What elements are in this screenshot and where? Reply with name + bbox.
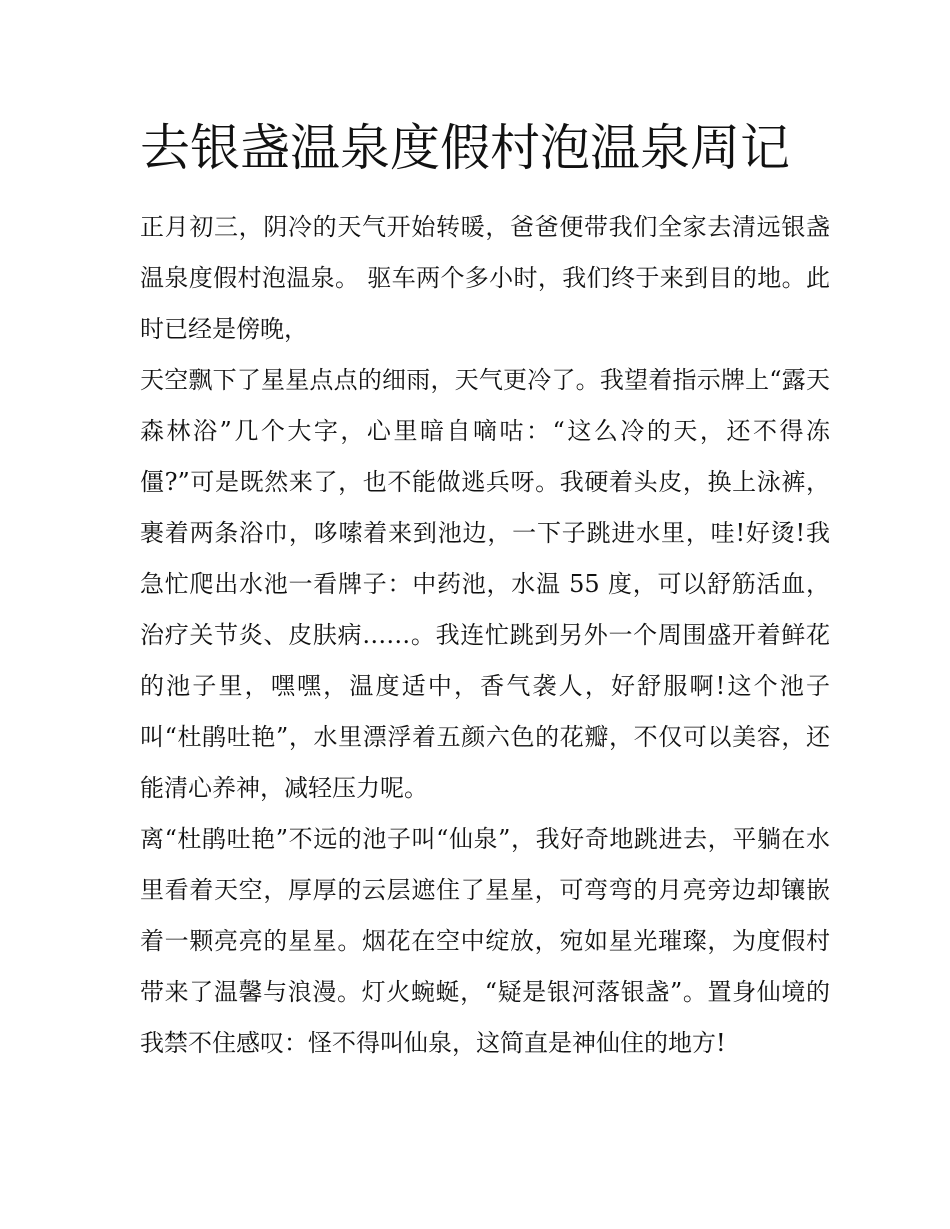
- document-page: [140, 108, 830, 1069]
- document-body: [140, 202, 830, 1069]
- paragraph-3: 离“杜鹃吐艳”不远的池子叫“仙泉”，我好奇地跳进去，平躺在水里看着天空，厚厚的云层遮住了星星，可弯弯的月亮旁边却镶嵌着一颗亮亮的星星。烟花在空中绽放，宛如星光璀璨，为度假村带来了温馨与浪漫。灯火蜿蜒，“疑是银河落银盏”。置身仙境的我禁不住感叹：怪不得叫仙泉，这简直是神仙住的地方!: [140, 825, 830, 1057]
- paragraph-2: 天空飘下了星星点点的细雨，天气更冷了。我望着指示牌上“露天森林浴”几个大字，心里暗自嘀咕：“这么冷的天，还不得冻僵?”可是既然来了，也不能做逃兵呀。我硬着头皮，换上泳裤，裹着两条浴巾，哆嗦着来到池边，一下子跳进水里，哇!好烫!我急忙爬出水池一看牌子：中药池，水温 55 度，可以舒筋活血，治疗关节炎、皮肤病……。我连忙跳到另外一个周围盛开着鲜花的池子里，嘿嘿，温度适中，香气袭人，好舒服啊!这个池子叫“杜鹃吐艳”，水里漂浮着五颜六色的花瓣，不仅可以美容，还能清心养神，减轻压力呢。: [140, 366, 830, 802]
- paragraph-1: 正月初三，阴冷的天气开始转暖，爸爸便带我们全家去清远银盏温泉度假村泡温泉。 驱车两个多小时，我们终于来到目的地。此时已经是傍晚，: [140, 213, 830, 343]
- document-title: 去银盏温泉度假村泡温泉周记: [140, 119, 790, 177]
